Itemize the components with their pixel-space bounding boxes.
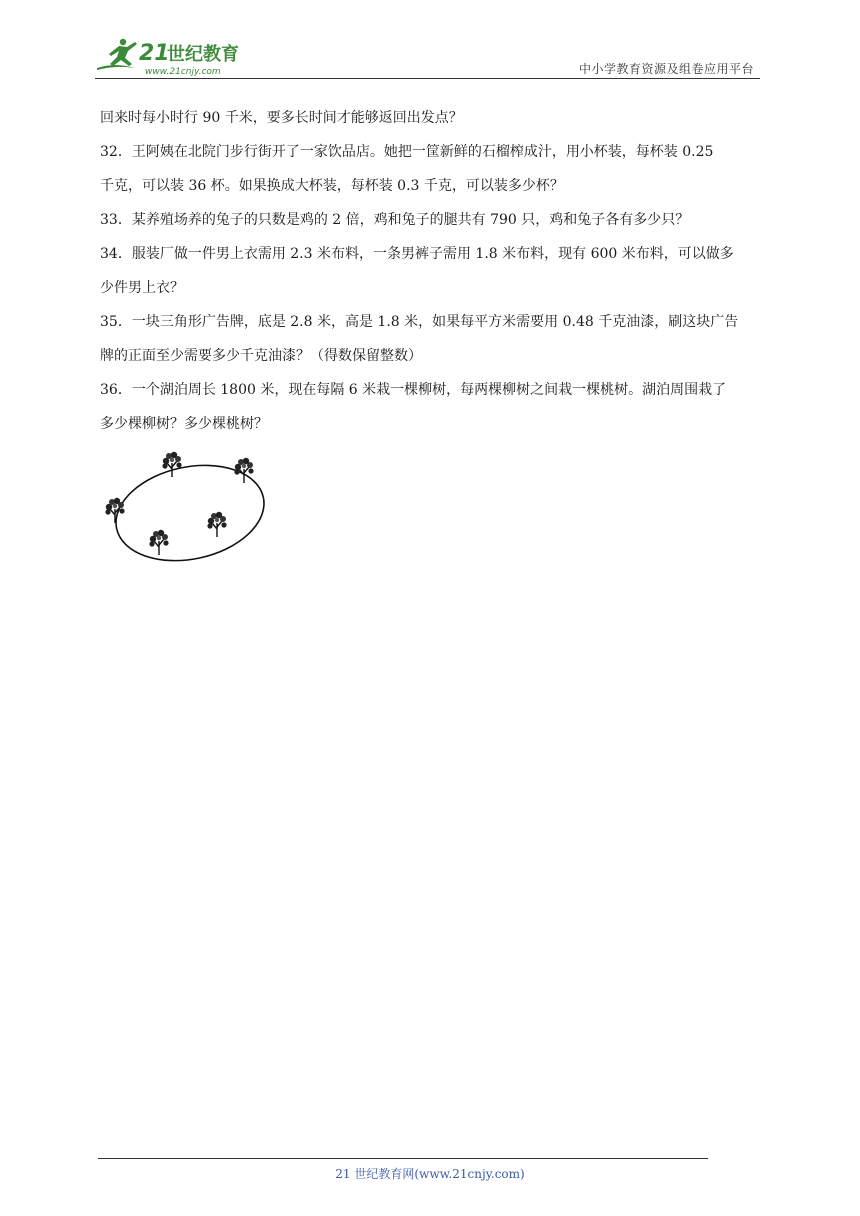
lake-outline <box>107 452 273 567</box>
lake-with-trees-figure <box>98 445 273 567</box>
question-34-line-1: 34．服装厂做一件男上衣需用 2.3 米布料，一条男裤子需用 1.8 米布料，现有 600 米布料，可以做多 <box>100 246 734 262</box>
question-line: 回来时每小时行 90 千米，要多长时间才能够返回出发点？ <box>100 110 463 126</box>
footer-divider <box>98 1158 708 1159</box>
svg-text:世纪教育: 世纪教育 <box>167 44 239 65</box>
lake-illustration <box>98 445 273 567</box>
tree-icon <box>207 512 226 537</box>
logo-icon <box>95 34 265 76</box>
svg-text:21: 21 <box>139 41 170 66</box>
question-36-line-1: 36．一个湖泊周长 1800 米，现在每隔 6 米栽一棵柳树，每两棵柳树之间栽一棵桃树。湖泊周围栽了 <box>100 382 727 398</box>
question-35-line-2: 牌的正面至少需要多少千克油漆？（得数保留整数） <box>100 348 422 364</box>
question-33: 33．某养殖场养的兔子的只数是鸡的 2 倍，鸡和兔子的腿共有 790 只，鸡和兔子各有多少只？ <box>100 212 690 228</box>
question-32-line-1: 32．王阿姨在北院门步行街开了一家饮品店。她把一筐新鲜的石榴榨成汁，用小杯装，每杯装 0.25 <box>100 144 714 160</box>
question-32-line-2: 千克，可以装 36 杯。如果换成大杯装，每杯装 0.3 千克，可以装多少杯？ <box>100 178 564 194</box>
page-header <box>95 30 760 80</box>
question-34-line-2: 少件男上衣？ <box>100 280 184 296</box>
tree-icon <box>162 452 181 477</box>
logo <box>95 34 265 76</box>
question-content <box>100 101 765 441</box>
question-36-line-2: 多少棵柳树？多少棵桃树？ <box>100 416 268 432</box>
svg-text:www.21cnjy.com: www.21cnjy.com <box>145 67 221 76</box>
footer-text: 21 世纪教育网(www.21cnjy.com) <box>335 1167 525 1181</box>
tree-icon <box>149 530 168 555</box>
tree-icon <box>105 498 124 523</box>
header-title: 中小学教育资源及组卷应用平台 <box>578 62 754 76</box>
header-divider <box>95 78 760 79</box>
question-35-line-1: 35．一块三角形广告牌，底是 2.8 米，高是 1.8 米，如果每平方米需要用 0.48 千克油漆，刷这块广告 <box>100 314 739 330</box>
